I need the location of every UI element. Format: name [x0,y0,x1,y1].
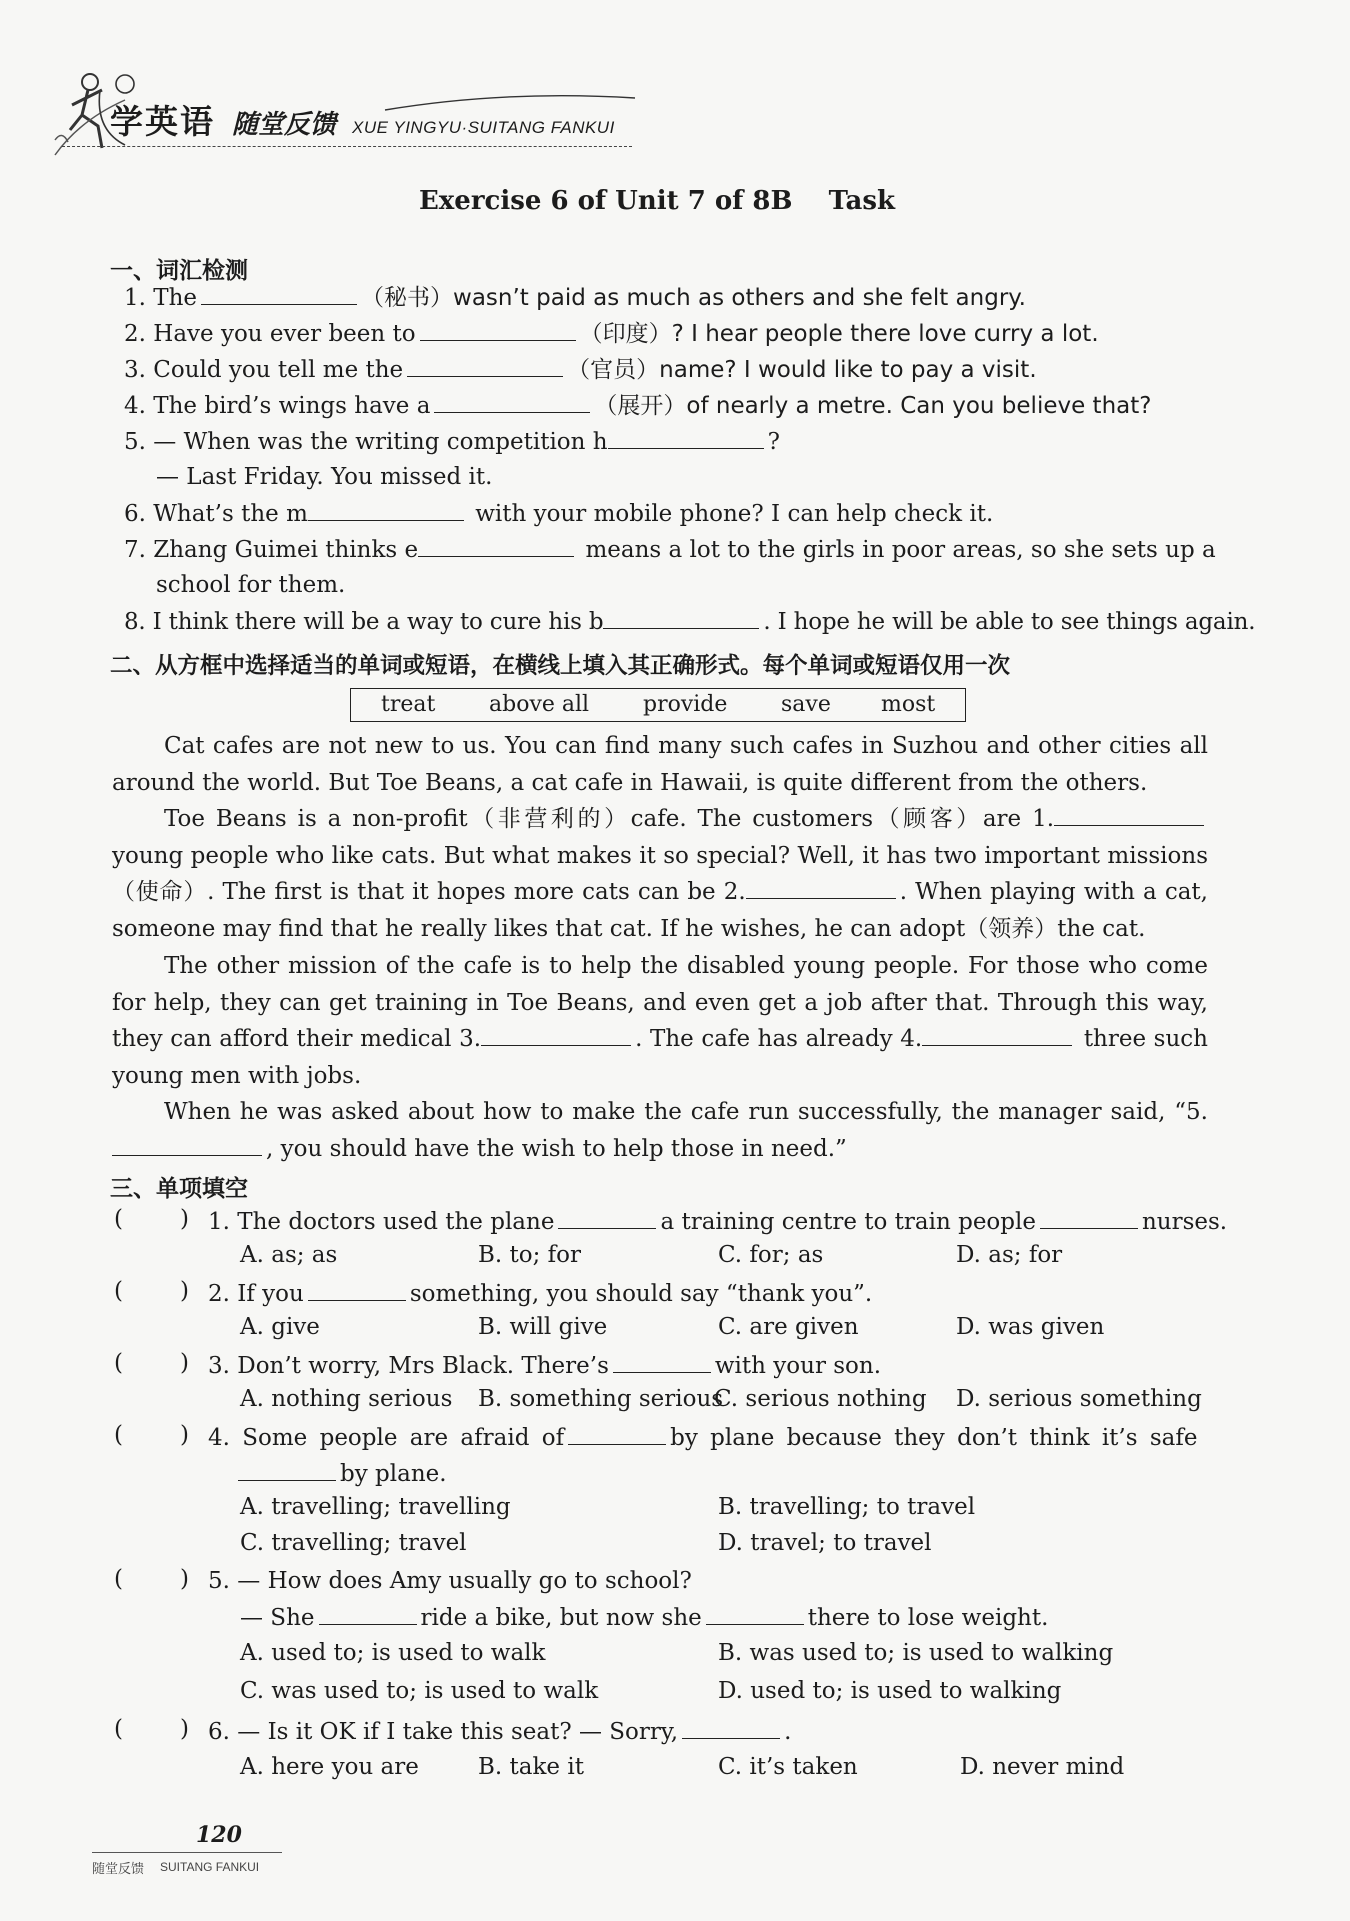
box-word: save [781,692,831,717]
option-c[interactable]: C. for; as [718,1242,824,1268]
answer-blank[interactable] [434,390,590,413]
answer-blank[interactable] [603,606,759,629]
answer-blank[interactable] [922,1023,1072,1046]
option-b[interactable]: B. was used to; is used to walking [718,1640,1114,1666]
option-c[interactable]: C. was used to; is used to walk [240,1678,599,1704]
passage-paragraph-3: The other mission of the cafe is to help the disabled young people. For those who come for help, they can get training in Toe Beans, and even get a job after that. Through this way, they can afford their medical 3. . The cafe has already 4. three such young men with jobs. [112,953,1208,1089]
answer-paren-close: ) [180,1350,189,1376]
option-b[interactable]: B. will give [478,1314,608,1340]
answer-blank[interactable] [112,1133,262,1156]
list-item: school for them. [156,572,346,598]
passage-paragraph-4: When he was asked about how to make the cafe run successfully, the manager said, “5., you should have the wish to help those in need.” [112,1094,1208,1167]
answer-paren-close: ) [180,1422,189,1448]
answer-blank[interactable] [706,1602,804,1625]
answer-blank[interactable] [319,1602,417,1625]
answer-paren-open[interactable]: ( [114,1350,123,1376]
option-c[interactable]: C. travelling; travel [240,1530,467,1556]
option-b[interactable]: B. travelling; to travel [718,1494,976,1520]
question-stem: 1. The doctors used the plane a training centre to train people nurses. [208,1206,1227,1237]
answer-paren-open[interactable]: ( [114,1716,123,1742]
header-logo-cn2: 随堂反馈 [232,110,337,140]
answer-blank[interactable] [746,876,896,899]
list-item: 2. Have you ever been to （印度）? I hear people there love curry a lot. [124,318,1099,349]
option-d[interactable]: D. never mind [960,1754,1125,1780]
answer-paren-open[interactable]: ( [114,1422,123,1448]
footer-en: SUITANG FANKUI [160,1860,260,1874]
page-number: 120 [196,1822,242,1848]
answer-blank[interactable] [308,498,464,521]
passage-paragraph-1: Cat cafes are not new to us. You can find many such cafes in Suzhou and other cities all around the world. But Toe Beans, a cat cafe in Hawaii, is quite different from the others. [112,733,1208,796]
option-c[interactable]: C. it’s taken [718,1754,858,1780]
option-d[interactable]: D. used to; is used to walking [718,1678,1062,1704]
answer-blank[interactable] [420,318,576,341]
option-a[interactable]: A. nothing serious [240,1386,453,1412]
header-logo-cn: 学英语 [110,102,215,141]
answer-blank[interactable] [558,1206,656,1229]
answer-paren-close: ) [180,1566,189,1592]
footer-divider [92,1852,282,1853]
option-a[interactable]: A. give [240,1314,320,1340]
list-item: 5. — When was the writing competition h ? [124,426,780,457]
answer-blank[interactable] [418,534,574,557]
answer-blank[interactable] [407,354,563,377]
list-item: 1. The （秘书）wasn’t paid as much as others and she felt angry. [124,282,1026,313]
answer-blank[interactable] [201,282,357,305]
answer-blank[interactable] [608,426,764,449]
answer-blank[interactable] [238,1458,336,1481]
list-item: 8. I think there will be a way to cure his b . I hope he will be able to see things again. [124,606,1255,637]
box-word: above all [489,692,590,717]
answer-paren-close: ) [180,1206,189,1232]
question-stem: 5. — How does Amy usually go to school? [208,1568,692,1594]
question-stem: 6. — Is it OK if I take this seat? — Sorry, . [208,1716,791,1747]
footer-cn: 随堂反馈 [92,1862,145,1877]
list-item: 6. What’s the m with your mobile phone? I can help check it. [124,498,993,529]
word-box [350,688,966,722]
question-stem: 2. If you something, you should say “thank you”. [208,1278,872,1309]
header-divider [62,146,632,147]
answer-blank[interactable] [1040,1206,1138,1229]
option-d[interactable]: D. serious something [956,1386,1202,1412]
list-item: — Last Friday. You missed it. [156,464,493,490]
box-word: most [881,692,936,717]
answer-paren-open[interactable]: ( [114,1278,123,1304]
section1-heading: 一、词汇检测 [110,258,248,284]
passage-paragraph-2: Toe Beans is a non-profit（非营利的）cafe. The customers（顾客）are 1. young people who like cats. But what makes it so special? Well, it has two important missions（使命）. The first is that it hopes more cats can be 2. . When playing with a cat, someone may find that he really likes that cat. If he wishes, he can adopt（领养）the cat. [112,801,1208,947]
option-c[interactable]: C. serious nothing [714,1386,927,1412]
option-a[interactable]: A. used to; is used to walk [240,1640,546,1666]
answer-blank[interactable] [568,1422,666,1445]
answer-paren-open[interactable]: ( [114,1566,123,1592]
option-d[interactable]: D. was given [956,1314,1105,1340]
answer-blank[interactable] [481,1023,631,1046]
question-stem: 3. Don’t worry, Mrs Black. There’s with your son. [208,1350,881,1381]
answer-blank[interactable] [308,1278,406,1301]
question-stem-cont: — She ride a bike, but now she there to lose weight. [240,1602,1048,1633]
answer-paren-open[interactable]: ( [114,1206,123,1232]
question-stem: 4. Some people are afraid of by plane because they don’t think it’s safe [208,1422,1198,1453]
list-item: 4. The bird’s wings have a （展开）of nearly a metre. Can you believe that? [124,390,1151,421]
option-b[interactable]: B. take it [478,1754,584,1780]
option-a[interactable]: A. as; as [240,1242,338,1268]
header-logo-en: XUE YINGYU·SUITANG FANKUI [352,118,615,137]
question-stem-cont: by plane. [238,1458,447,1489]
box-word: provide [643,692,728,717]
list-item: 7. Zhang Guimei thinks e means a lot to the girls in poor areas, so she sets up a [124,534,1216,565]
box-word: treat [381,692,436,717]
option-a[interactable]: A. travelling; travelling [240,1494,511,1520]
answer-blank[interactable] [1054,803,1204,826]
section2-heading: 二、从方框中选择适当的单词或短语，在横线上填入其正确形式。每个单词或短语仅用一次 [110,653,1011,679]
section3-heading: 三、单项填空 [110,1176,248,1202]
option-b[interactable]: B. something serious [478,1386,724,1412]
answer-blank[interactable] [613,1350,711,1373]
list-item: 3. Could you tell me the （官员）name? I would like to pay a visit. [124,354,1037,385]
option-a[interactable]: A. here you are [240,1754,419,1780]
answer-paren-close: ) [180,1716,189,1742]
option-b[interactable]: B. to; for [478,1242,582,1268]
answer-paren-close: ) [180,1278,189,1304]
option-c[interactable]: C. are given [718,1314,859,1340]
option-d[interactable]: D. travel; to travel [718,1530,932,1556]
answer-blank[interactable] [682,1716,780,1739]
option-d[interactable]: D. as; for [956,1242,1063,1268]
page-title: Exercise 6 of Unit 7 of 8B Task [418,186,896,216]
